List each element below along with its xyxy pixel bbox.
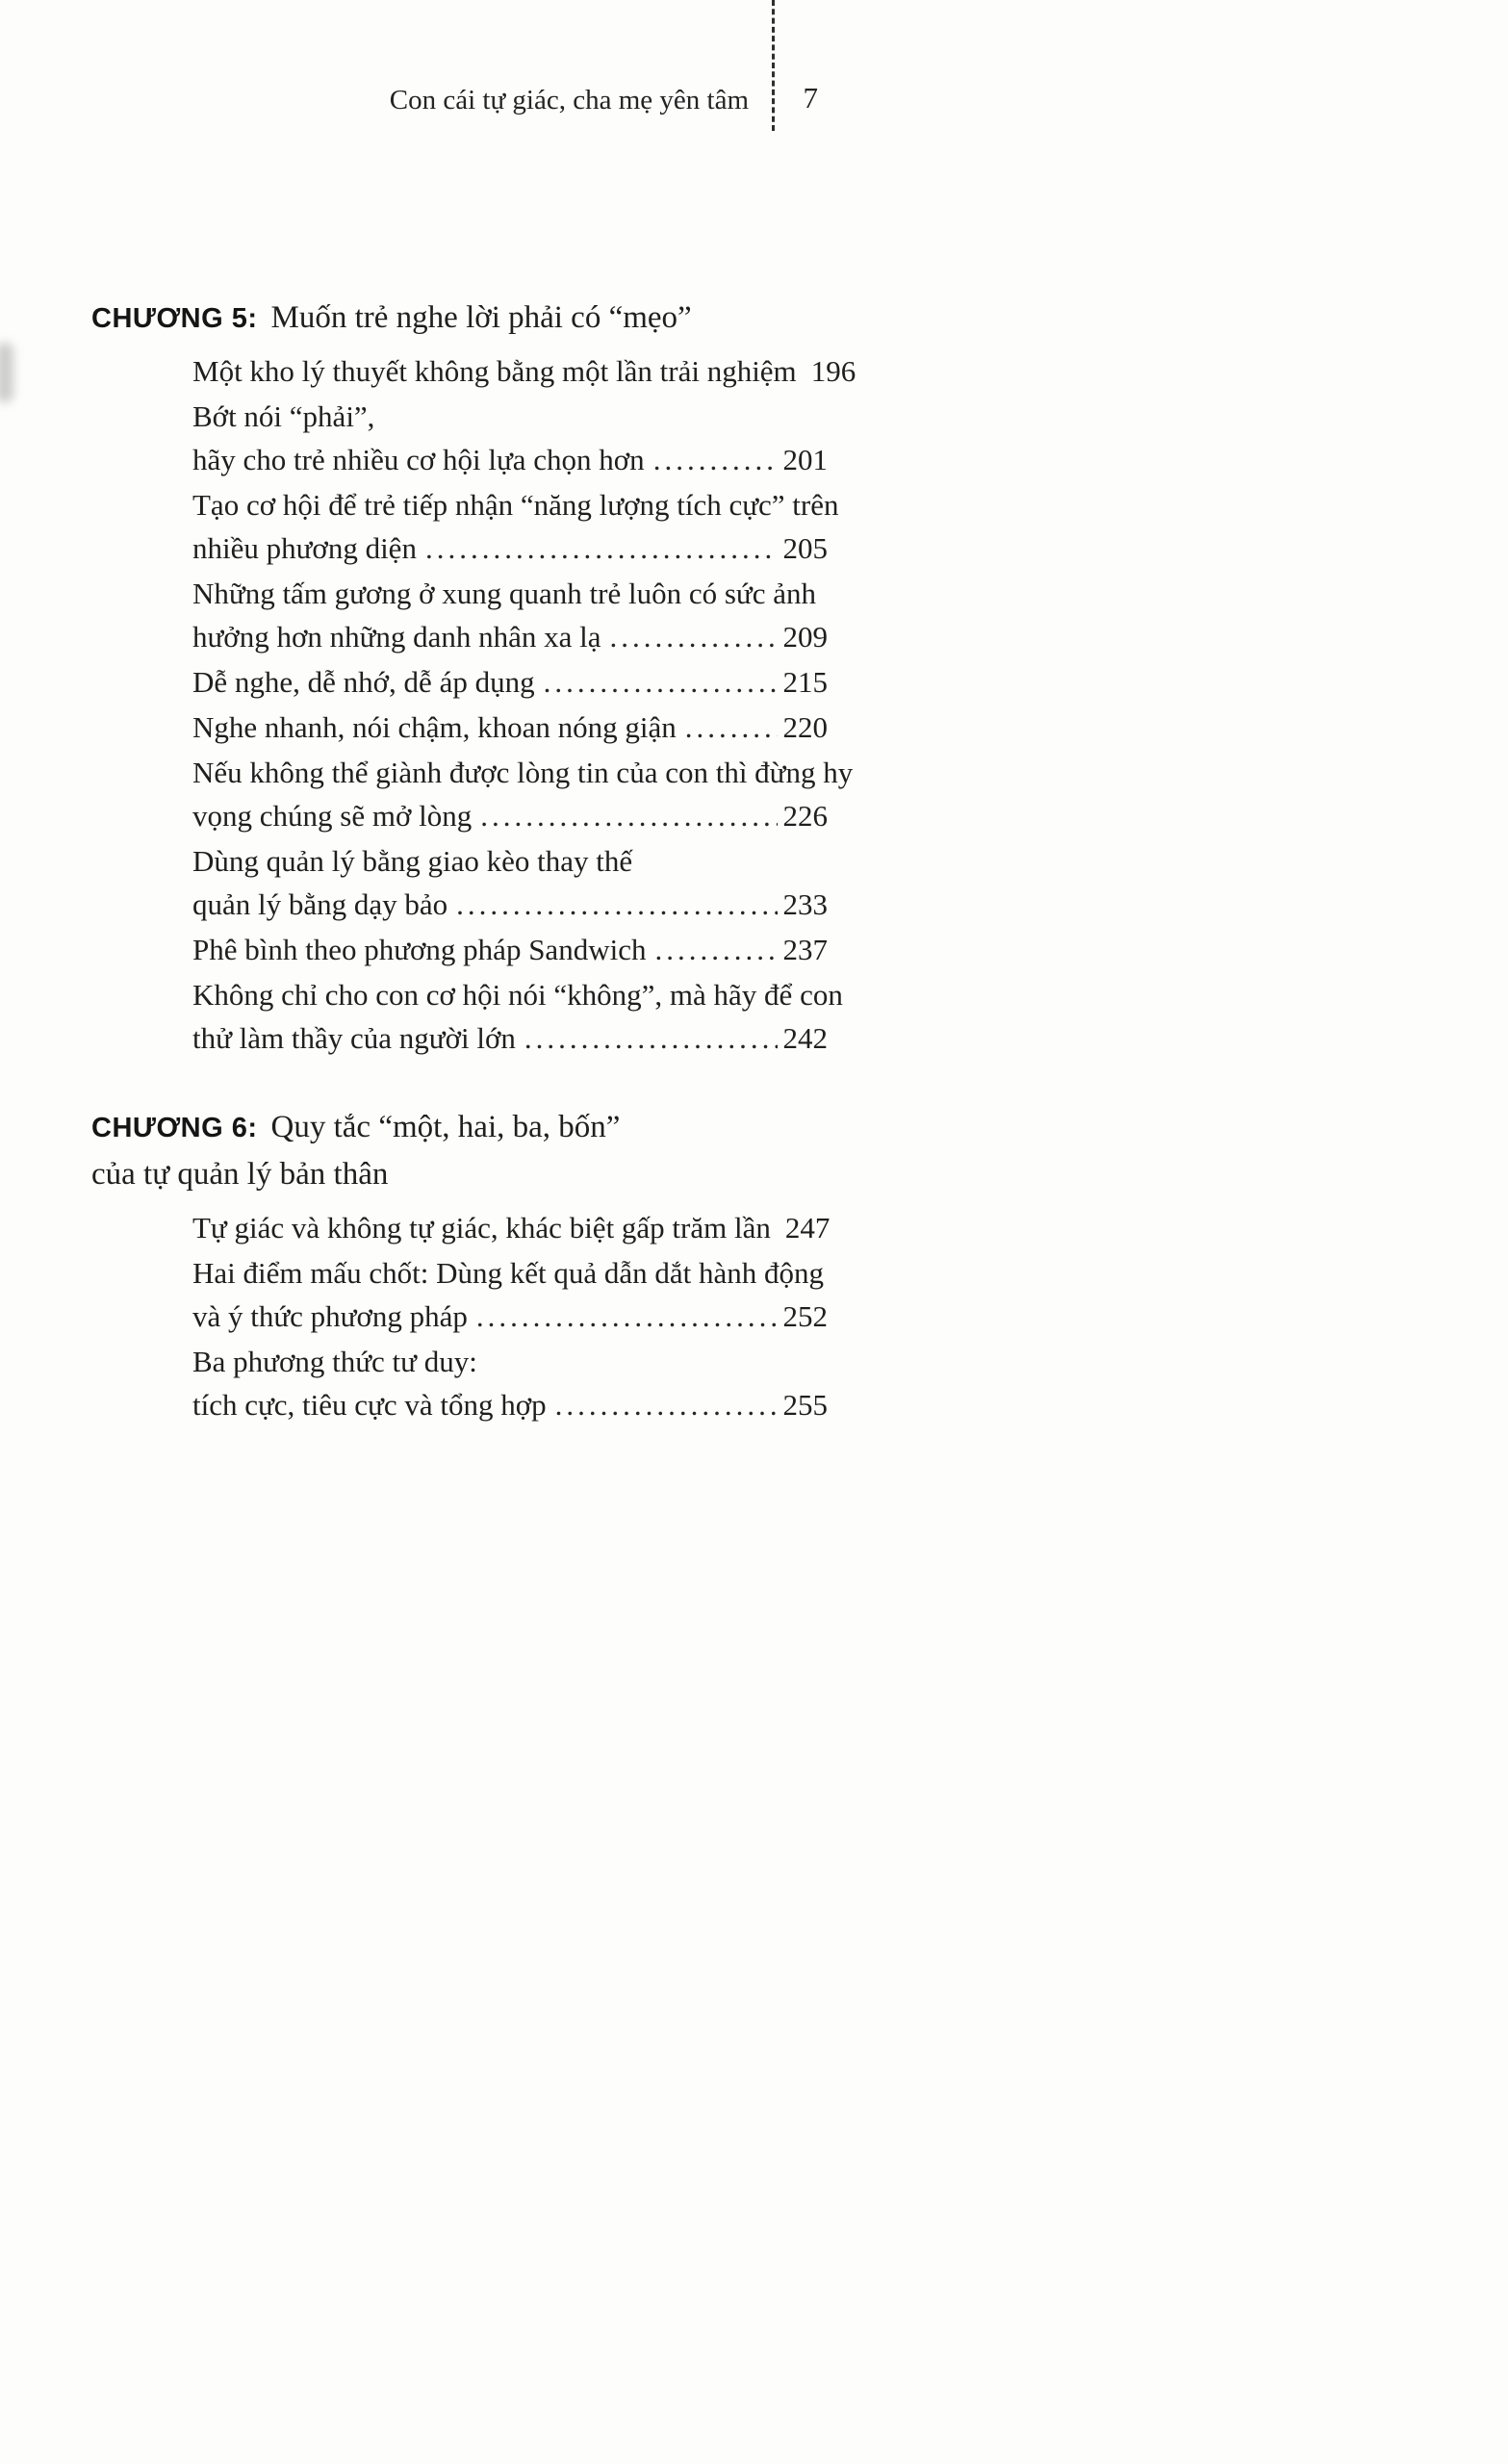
toc-entry-text: Dễ nghe, dễ nhớ, dễ áp dụng: [192, 665, 535, 699]
chapter-5-title: Muốn trẻ nghe lời phải có “mẹo”: [270, 300, 692, 335]
toc-entry-line: Bớt nói “phải”,: [192, 399, 375, 433]
toc-entry: [192, 706, 828, 749]
toc-entry: [192, 572, 828, 658]
toc-entry-leader-line: [192, 1206, 831, 1249]
chapter-5-heading: [91, 300, 828, 336]
toc-entry-text: nhiều phương diện: [192, 531, 417, 565]
toc-entry-page-number: 209: [782, 620, 828, 654]
chapter-6-entries: [192, 1206, 831, 1426]
dot-leader: [476, 1295, 778, 1338]
toc-entry: [192, 973, 843, 1060]
chapter-5-label: CHƯƠNG 5:: [91, 303, 258, 334]
toc-entry-leader-line: [192, 1295, 828, 1338]
toc-entry-line: Tạo cơ hội để trẻ tiếp nhận “năng lượng tích cực” trên: [192, 488, 839, 522]
toc-entry-leader-line: [192, 615, 828, 658]
toc-entry: [192, 1251, 828, 1338]
page-number: 7: [803, 81, 818, 115]
toc-entry-line: Hai điểm mấu chốt: Dùng kết quả dẫn dắt hành động: [192, 1256, 825, 1290]
toc-entry-leader-line: [192, 526, 828, 570]
dot-leader: [654, 928, 777, 971]
toc-entry-text: quản lý bằng dạy bảo: [192, 887, 448, 921]
toc-entry-text: Phê bình theo phương pháp Sandwich: [192, 933, 647, 966]
toc-entry-line: Những tấm gương ở xung quanh trẻ luôn có sức ảnh: [192, 577, 816, 610]
toc-entry-page-number: 255: [782, 1388, 828, 1422]
chapter-6-title: Quy tắc “một, hai, ba, bốn”: [270, 1110, 621, 1144]
toc-entry-page-number: 237: [782, 933, 828, 966]
toc-entry-page-number: 205: [782, 531, 828, 565]
toc-entry-line: Ba phương thức tư duy:: [192, 1345, 477, 1378]
dot-leader: [653, 438, 778, 481]
toc-entry-leader-line: [192, 660, 828, 704]
toc-entry-leader-line: [192, 1383, 828, 1426]
toc-entry-leader-line: [192, 883, 828, 926]
chapter-6-heading: [91, 1110, 828, 1145]
toc-entry-leader-line: [192, 1016, 828, 1060]
toc-entry-page-number: 220: [782, 710, 828, 744]
toc-entry: [192, 751, 854, 837]
toc-entry-leader-line: [192, 438, 828, 481]
chapter-6-title-line-2: của tự quản lý bản thân: [91, 1157, 389, 1192]
running-head-title: Con cái tự giác, cha mẹ yên tâm: [389, 85, 749, 116]
dot-leader: [685, 706, 778, 749]
toc-entry: [192, 1340, 828, 1426]
toc-entry-text: Nghe nhanh, nói chậm, khoan nóng giận: [192, 710, 677, 744]
toc-entry-text: hãy cho trẻ nhiều cơ hội lựa chọn hơn: [192, 443, 645, 476]
toc-entry-line: Không chỉ cho con cơ hội nói “không”, mà hãy để con: [192, 978, 843, 1012]
dot-leader: [480, 794, 777, 837]
toc-entry: [192, 928, 828, 971]
toc-entry-text: thử làm thầy của người lớn: [192, 1021, 516, 1055]
toc-entry-page-number: 233: [782, 887, 828, 921]
toc-entry-leader-line: [192, 706, 828, 749]
dot-leader: [456, 883, 777, 926]
dot-leader: [555, 1383, 778, 1426]
toc-entry-page-number: 201: [782, 443, 828, 476]
toc-entry: [192, 660, 828, 704]
toc-entry-text: vọng chúng sẽ mở lòng: [192, 799, 473, 833]
toc-entry-text: Một kho lý thuyết không bằng một lần trải nghiệm: [192, 354, 797, 388]
toc-entry-leader-line: [192, 349, 856, 393]
chapter-5-entries: [192, 349, 856, 1060]
chapter-6-section: [91, 1110, 831, 1426]
toc-entry-leader-line: [192, 794, 828, 837]
dot-leader: [610, 615, 778, 658]
dot-leader: [524, 1016, 778, 1060]
header-dashed-divider: [772, 0, 775, 131]
toc-entry-page-number: 242: [782, 1021, 828, 1055]
dot-leader: [544, 660, 778, 704]
toc-entry: [192, 349, 856, 393]
page-header: [91, 81, 828, 123]
toc-entry-page-number: 247: [784, 1211, 831, 1245]
toc-entry: [192, 395, 828, 481]
toc-entry-page-number: 215: [782, 665, 828, 699]
chapter-6-label: CHƯƠNG 6:: [91, 1113, 258, 1143]
toc-entry: [192, 1206, 831, 1249]
toc-entry-text: tích cực, tiêu cực và tổng hợp: [192, 1388, 547, 1422]
toc-entry: [192, 839, 828, 926]
toc-entry-text: Tự giác và không tự giác, khác biệt gấp trăm lần: [192, 1211, 771, 1245]
toc-entry: [192, 483, 839, 570]
toc-entry-text: hưởng hơn những danh nhân xa lạ: [192, 620, 601, 654]
toc-entry-line: Nếu không thể giành được lòng tin của con thì đừng hy: [192, 756, 854, 789]
dot-leader: [425, 526, 778, 570]
toc-entry-page-number: 196: [810, 354, 856, 388]
toc-entry-leader-line: [192, 928, 828, 971]
table-of-contents: [91, 300, 856, 1428]
scan-artifact: [0, 343, 13, 402]
toc-entry-page-number: 252: [782, 1299, 828, 1333]
toc-entry-text: và ý thức phương pháp: [192, 1299, 468, 1333]
chapter-5-section: [91, 300, 856, 1060]
toc-entry-line: Dùng quản lý bằng giao kèo thay thế: [192, 844, 633, 878]
toc-entry-page-number: 226: [782, 799, 828, 833]
